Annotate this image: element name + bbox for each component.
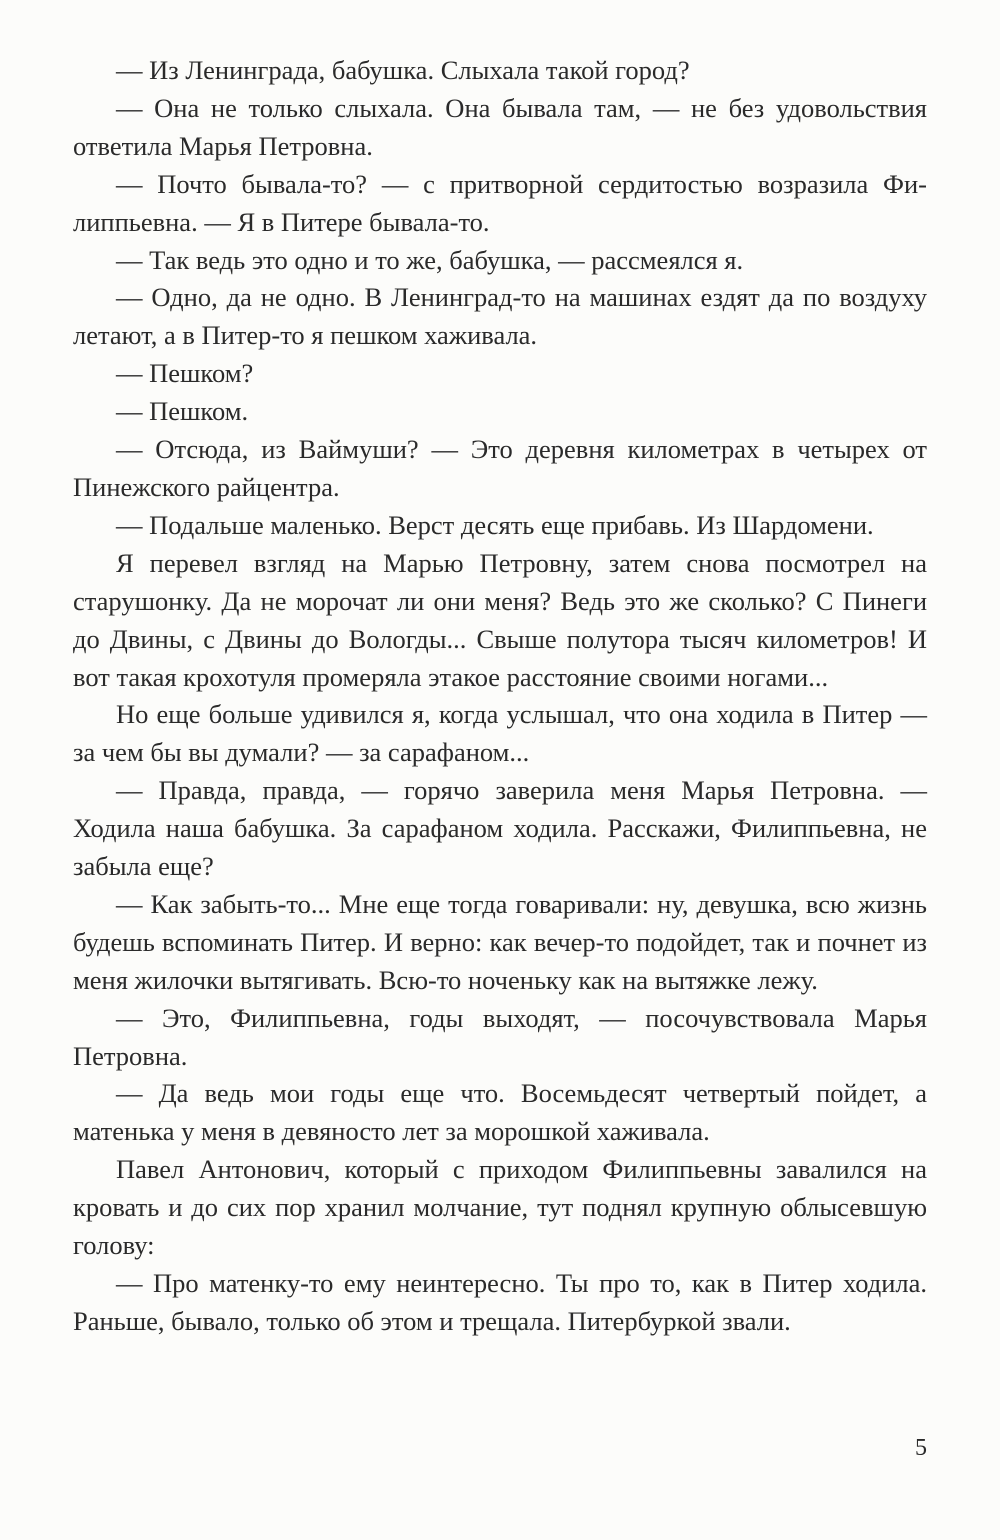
paragraph: — Из Ленинграда, бабушка. Слыхала такой город? [116, 55, 690, 85]
paragraph: Но еще больше удивился я, когда услышал, что она ходила в Питер — за чем бы вы думали? — за сарафаном... [73, 699, 927, 768]
paragraph: — Она не только слыхала. Она бывала там, — не без удовольствия ответила Марья Петровна. [73, 92, 927, 161]
paragraph: — Пешком. [116, 396, 249, 427]
paragraph: — Правда, правда, — горячо заверила меня Марья Петровна. — Ходила наша бабушка. За сарафаном ходила. Расскажи, Филиппьевна, не забыла еще? [73, 775, 927, 882]
paragraph: — Да ведь мои годы еще что. Восемьдесят четвертый пойдет, а матенька у меня в девяносто лет за морошкой хаживала. [73, 1078, 927, 1147]
body-text [73, 52, 927, 1341]
page-number: 5 [915, 1435, 927, 1461]
paragraph: — Про матенку-то ему неинтересно. Ты про то, как в Питер ходила. Раньше, бывало, только об этом и трещала. Питербуркой звали. [73, 1268, 927, 1336]
paragraph: Павел Антонович, который с приходом Филиппьевны завалился на кровать и до сих пор хранил молчание, тут поднял крупную облысевшую голову: [73, 1154, 927, 1261]
paragraph: — Отсюда, из Ваймуши? — Это деревня километрах в четырех от Пинежского райцентра. [73, 434, 927, 502]
paragraph: — Пешком? [116, 358, 254, 389]
paragraph: — Так ведь это одно и то же, бабушка, — рассмеялся я. [116, 244, 744, 275]
paragraph: Я перевел взгляд на Марью Петровну, затем снова посмотрел на старушонку. Да не морочат ли они меня? Ведь это же сколько? С Пинеги до Двины, с Двины до Вологды... Свыше полутора тысяч километров! И вот такая крохотуля промеряла этакое расстояние своими ногами... [73, 547, 927, 692]
paragraph: — Это, Филиппьевна, годы выходят, — посочувствовала Марья Петровна. [73, 1002, 927, 1071]
paragraph: — Почто бывала-то? — с притворной сердитостью возразила Филиппьевна. — Я в Питере бывала-то. [73, 168, 927, 237]
paragraph: — Как забыть-то... Мне еще тогда говаривали: ну, девушка, всю жизнь будешь вспоминать Питер. И верно: как вечер-то подойдет, так и почнет из меня жилочки вытягивать. Всю-то ноченьку как на вытяжке лежу. [73, 888, 927, 995]
paragraph: — Подальше маленько. Верст десять еще прибавь. Из Шардомени. [116, 509, 874, 540]
paragraph: — Одно, да не одно. В Ленинград-то на машинах ездят да по воздуху летают, а в Питер-то я пешком хаживала. [73, 282, 927, 351]
